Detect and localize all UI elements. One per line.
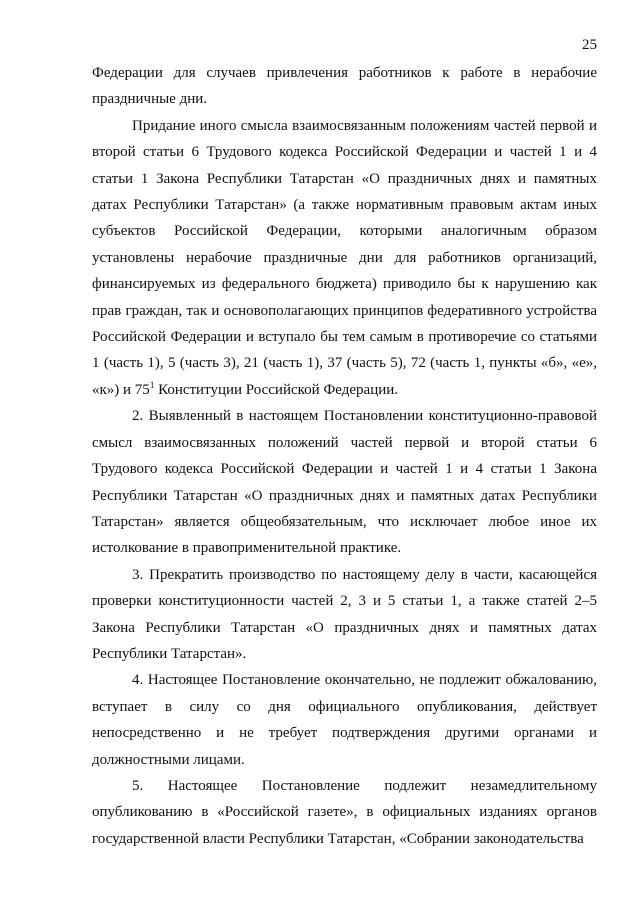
paragraph-text: 4. Настоящее Постановление окончательно, не подлежит обжалованию, вступает в силу со дня официального опубликования, действует непосредственно и не требует подтверждения другими органами и должностными лицами. [92, 672, 597, 768]
page-number: 25 [582, 37, 597, 53]
paragraph-text-tail: Конституции Российской Федерации. [154, 381, 399, 398]
paragraph-continuation [92, 60, 597, 113]
paragraph-item-5 [92, 773, 597, 852]
paragraph-text: 3. Прекратить производство по настоящему делу в части, касающейся проверки конституционности частей 2, 3 и 5 статьи 1, а также статей 2–5 Закона Республики Татарстан «О праздничных днях и памятных датах Республики Татарстан». [92, 566, 597, 662]
document-body [92, 60, 597, 852]
paragraph-text: 2. Выявленный в настоящем Постановлении конституционно-правовой смысл взаимосвязанных положений частей первой и второй статьи 6 Трудового кодекса Российской Федерации и частей 1 и 4 статьи 1 Закона Республики Татарстан «О праздничных днях и памятных датах Республики Татарстан» является общеобязательным, что исключает любое иное их истолкование в правоприменительной практике. [92, 408, 597, 557]
paragraph-text: Придание иного смысла взаимосвязанным положениям частей первой и второй статьи 6 Трудового кодекса Российской Федерации и частей 1 и 4 статьи 1 Закона Республики Татарстан «О праздничных днях и памятных датах Республики Татарстан» (а также нормативным правовым актам иных субъектов Российской Федерации, которыми аналогичным образом установлены нерабочие праздничные дни для работников организаций, финансируемых из федерального бюджета) приводило бы к нарушению как прав граждан, так и основополагающих принципов федеративного устройства Российской Федерации и вступало бы тем самым в противоречие со статьями 1 (часть 1), 5 (часть 3), 21 (часть 1), 37 (часть 5), 72 (часть 1, пункты «б», «е», «к») и 75 [92, 117, 597, 398]
paragraph-item-2 [92, 403, 597, 561]
paragraph-item-4 [92, 667, 597, 773]
paragraph-item-3 [92, 562, 597, 668]
paragraph-text: 5. Настоящее Постановление подлежит незамедлительному опубликованию в «Российской газете», в официальных изданиях органов государственной власти Республики Татарстан, «Собрании законодательства [92, 777, 597, 847]
superscript-mark: 1 [149, 379, 155, 390]
paragraph-text: Федерации для случаев привлечения работников к работе в нерабочие праздничные дни. [92, 65, 597, 108]
paragraph-interpretation [92, 113, 597, 403]
